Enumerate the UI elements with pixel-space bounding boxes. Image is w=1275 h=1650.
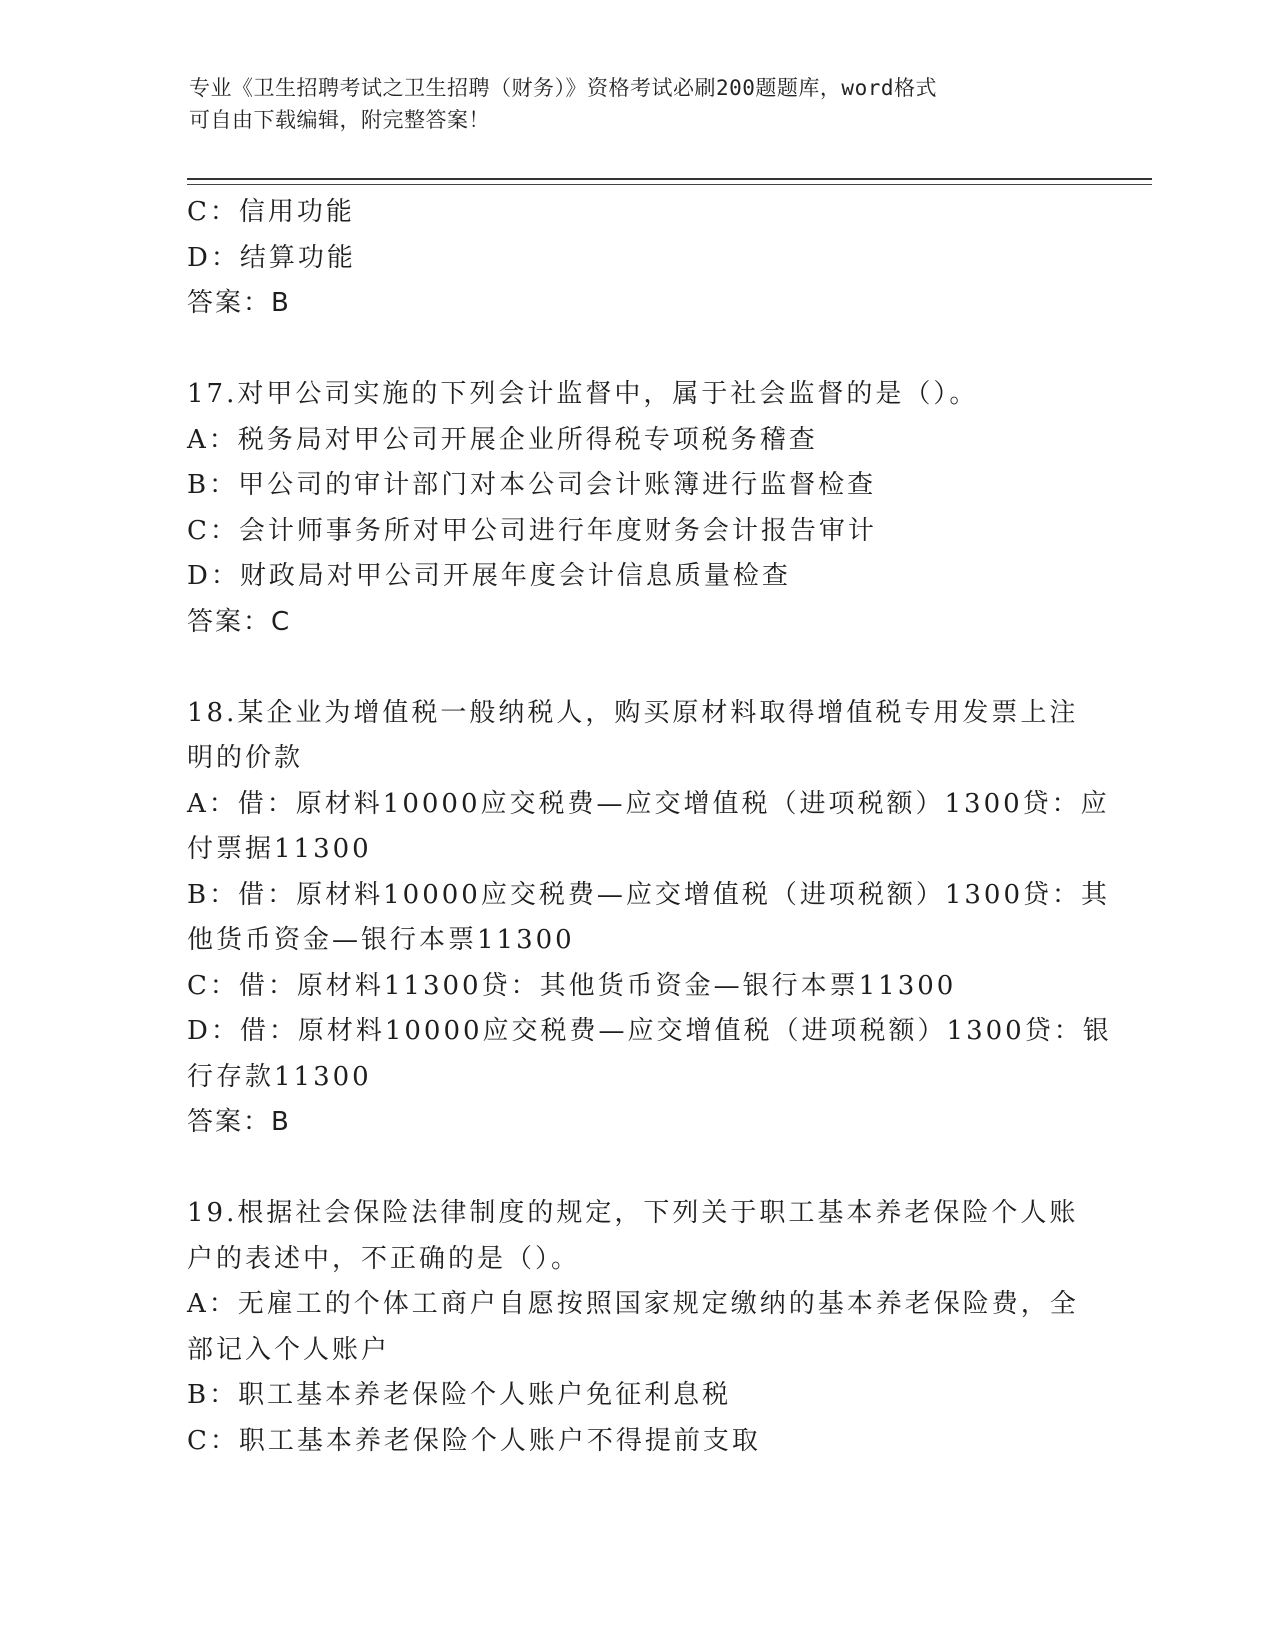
q19-option-c: C：职工基本养老保险个人账户不得提前支取	[187, 1425, 761, 1456]
header-title-line-1: 专业《卫生招聘考试之卫生招聘（财务）》资格考试必刷200题题库，word格式	[189, 76, 937, 100]
q17-option-a: A：税务局对甲公司开展企业所得税专项税务稽查	[187, 424, 818, 455]
spacer	[187, 645, 1087, 691]
q18-stem-line-1: 18.某企业为增值税一般纳税人，购买原材料取得增值税专用发票上注	[187, 697, 1079, 728]
q17-option-c: C：会计师事务所对甲公司进行年度财务会计报告审计	[187, 515, 877, 546]
question-16-tail	[187, 190, 1087, 327]
q18-option-d-line-1: D：借：原材料10000应交税费—应交增值税（进项税额）1300贷：银	[187, 1016, 1112, 1046]
q18-option-b-line-1: B：借：原材料10000应交税费—应交增值税（进项税额）1300贷：其	[187, 879, 1110, 910]
q19-option-a-line-2: 部记入个人账户	[187, 1334, 391, 1365]
page-header	[189, 72, 1069, 136]
q17-stem: 17.对甲公司实施的下列会计监督中，属于社会监督的是（）。	[187, 379, 979, 409]
q16-option-d: D：结算功能	[187, 242, 356, 273]
q19-option-b: B：职工基本养老保险个人账户免征利息税	[187, 1380, 732, 1410]
q17-answer: 答案：C	[187, 606, 292, 637]
question-19	[187, 1191, 1087, 1464]
q18-option-a-line-1: A：借：原材料10000应交税费—应交增值税（进项税额）1300贷：应	[187, 788, 1110, 819]
question-content	[187, 190, 1112, 1464]
header-title-line-2: 可自由下载编辑，附完整答案！	[189, 108, 490, 132]
q16-option-c: C：信用功能	[187, 197, 355, 227]
question-18	[187, 691, 1112, 1146]
q17-option-b: B：甲公司的审计部门对本公司会计账簿进行监督检查	[187, 470, 877, 500]
q19-stem-line-2: 户的表述中，不正确的是（）。	[187, 1243, 581, 1274]
q18-stem-line-2: 明的价款	[187, 743, 304, 773]
q18-option-b-line-2: 他货币资金—银行本票11300	[187, 925, 575, 955]
q16-answer: 答案：B	[187, 288, 291, 318]
q18-answer: 答案：B	[187, 1107, 291, 1137]
question-17	[187, 372, 1087, 645]
spacer	[187, 327, 1087, 373]
q18-option-c: C：借：原材料11300贷：其他货币资金—银行本票11300	[187, 970, 957, 1001]
q17-option-d: D：财政局对甲公司开展年度会计信息质量检查	[187, 561, 791, 591]
header-divider-thin	[187, 184, 1152, 185]
q18-option-a-line-2: 付票据11300	[187, 834, 372, 864]
spacer	[187, 1146, 1087, 1192]
q18-option-d-line-2: 行存款11300	[187, 1061, 372, 1092]
q19-stem-line-1: 19.根据社会保险法律制度的规定，下列关于职工基本养老保险个人账	[187, 1198, 1079, 1228]
q19-option-a-line-1: A：无雇工的个体工商户自愿按照国家规定缴纳的基本养老保险费，全	[187, 1289, 1079, 1319]
header-divider-thick	[187, 178, 1152, 180]
